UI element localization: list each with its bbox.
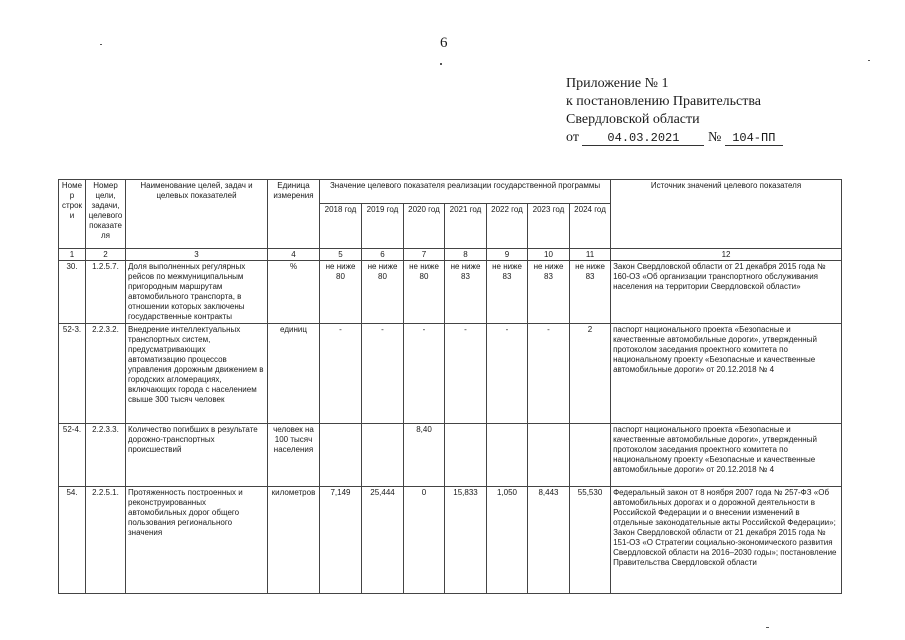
page-number: 6 — [440, 35, 448, 51]
row-value: не ниже 83 — [445, 261, 487, 324]
row-value: не ниже 80 — [362, 261, 404, 324]
header-year: 2018 год — [320, 204, 362, 249]
table-row — [59, 324, 842, 424]
row-code: 2.2.3.3. — [86, 424, 126, 487]
column-number: 2 — [86, 249, 126, 261]
header-name: Наименование целей, задач и целевых показателей — [126, 180, 268, 249]
row-value: 15,833 — [445, 487, 487, 594]
decree-number: 104-ПП — [725, 131, 783, 146]
row-value — [528, 424, 570, 487]
column-number: 5 — [320, 249, 362, 261]
header-year: 2022 год — [487, 204, 528, 249]
column-number: 1 — [59, 249, 86, 261]
row-value: не ниже 83 — [570, 261, 611, 324]
row-value — [487, 424, 528, 487]
row-code: 2.2.3.2. — [86, 324, 126, 424]
header-goal-number: Номер цели, задачи, целевого показателя — [86, 180, 126, 249]
header-year: 2020 год — [404, 204, 445, 249]
header-row-number: Номер строки — [59, 180, 86, 249]
header-year: 2019 год — [362, 204, 404, 249]
scan-speck — [440, 63, 442, 65]
column-number: 7 — [404, 249, 445, 261]
header-year: 2023 год — [528, 204, 570, 249]
column-number: 8 — [445, 249, 487, 261]
row-value: 8,40 — [404, 424, 445, 487]
row-name: Внедрение интеллектуальных транспортных систем, предусматривающих автоматизацию процессов управления дорожным движением в городских агломерациях, включающих города с населением свыше 300 тысяч человек — [126, 324, 268, 424]
row-unit: километров — [268, 487, 320, 594]
column-number: 4 — [268, 249, 320, 261]
number-prefix: № — [707, 130, 722, 145]
row-number: 52-3. — [59, 324, 86, 424]
table-row — [59, 424, 842, 487]
column-number: 3 — [126, 249, 268, 261]
table-row — [59, 261, 842, 324]
appendix-line-3: Свердловской области — [566, 112, 700, 127]
row-value: 2 — [570, 324, 611, 424]
column-number: 10 — [528, 249, 570, 261]
row-value: не ниже 80 — [320, 261, 362, 324]
row-code: 1.2.5.7. — [86, 261, 126, 324]
table-row — [59, 487, 842, 594]
row-name: Количество погибших в результате дорожно-транспортных происшествий — [126, 424, 268, 487]
appendix-date-line — [566, 129, 783, 147]
appendix-header — [566, 75, 783, 147]
scan-speck — [868, 60, 870, 61]
row-unit: единиц — [268, 324, 320, 424]
row-value: - — [528, 324, 570, 424]
row-number: 30. — [59, 261, 86, 324]
header-year: 2021 год — [445, 204, 487, 249]
row-value: - — [487, 324, 528, 424]
row-name: Доля выполненных регулярных рейсов по межмуниципальным пригородным маршрутам автомобильного транспорта, в отношении которых заключены государственные контракты — [126, 261, 268, 324]
scan-speck — [766, 627, 769, 628]
row-value: не ниже 83 — [528, 261, 570, 324]
header-row — [59, 180, 842, 204]
row-value: 8,443 — [528, 487, 570, 594]
row-value — [320, 424, 362, 487]
header-unit: Единица измерения — [268, 180, 320, 249]
appendix-title: Приложение № 1 — [566, 76, 669, 91]
row-name: Протяженность построенных и реконструированных автомобильных дорог общего пользования регионального значения — [126, 487, 268, 594]
row-value: 7,149 — [320, 487, 362, 594]
row-value: не ниже 83 — [487, 261, 528, 324]
row-code: 2.2.5.1. — [86, 487, 126, 594]
row-value — [570, 424, 611, 487]
row-source: паспорт национального проекта «Безопасные и качественные автомобильные дороги», утвержденный протоколом заседания проектного комитета по национальному проекту «Безопасные и качественные автомобильные дороги» от 20.12.2018 № 4 — [611, 424, 842, 487]
row-number: 52-4. — [59, 424, 86, 487]
row-value: 25,444 — [362, 487, 404, 594]
column-number: 11 — [570, 249, 611, 261]
header-source: Источник значений целевого показателя — [611, 180, 842, 249]
row-value: не ниже 80 — [404, 261, 445, 324]
row-value: 0 — [404, 487, 445, 594]
column-number: 6 — [362, 249, 404, 261]
appendix-line-2: к постановлению Правительства — [566, 94, 762, 109]
row-value: - — [404, 324, 445, 424]
row-number: 54. — [59, 487, 86, 594]
indicators-table — [58, 179, 842, 594]
row-value: - — [445, 324, 487, 424]
scan-speck — [100, 44, 102, 45]
row-value: 1,050 — [487, 487, 528, 594]
row-source: Федеральный закон от 8 ноября 2007 года № 257-ФЗ «Об автомобильных дорогах и о дорожной деятельности в Российской Федерации и о внесении изменений в отдельные законодательные акты Российской Федерации»; Закон Свердловской области от 21 декабря 2015 года № 151-ОЗ «О Стратегии социально-экономического развития Свердловской области на 2016–2030 годы»; постановление Правительства Свердловской области — [611, 487, 842, 594]
header-year: 2024 год — [570, 204, 611, 249]
row-unit: человек на 100 тысяч населения — [268, 424, 320, 487]
column-numbers-row — [59, 249, 842, 261]
row-value: - — [362, 324, 404, 424]
header-value-group: Значение целевого показателя реализации государственной программы — [320, 180, 611, 204]
row-value: - — [320, 324, 362, 424]
date-prefix: от — [566, 130, 579, 145]
row-value: 55,530 — [570, 487, 611, 594]
decree-date: 04.03.2021 — [582, 131, 704, 146]
row-value — [445, 424, 487, 487]
row-source: Закон Свердловской области от 21 декабря 2015 года № 160-ОЗ «Об организации транспортного обслуживания населения на территории Свердловской области» — [611, 261, 842, 324]
column-number: 12 — [611, 249, 842, 261]
row-value — [362, 424, 404, 487]
column-number: 9 — [487, 249, 528, 261]
row-unit: % — [268, 261, 320, 324]
row-source: паспорт национального проекта «Безопасные и качественные автомобильные дороги», утвержденный протоколом заседания проектного комитета по национальному проекту «Безопасные и качественные автомобильные дороги» от 20.12.2018 № 4 — [611, 324, 842, 424]
